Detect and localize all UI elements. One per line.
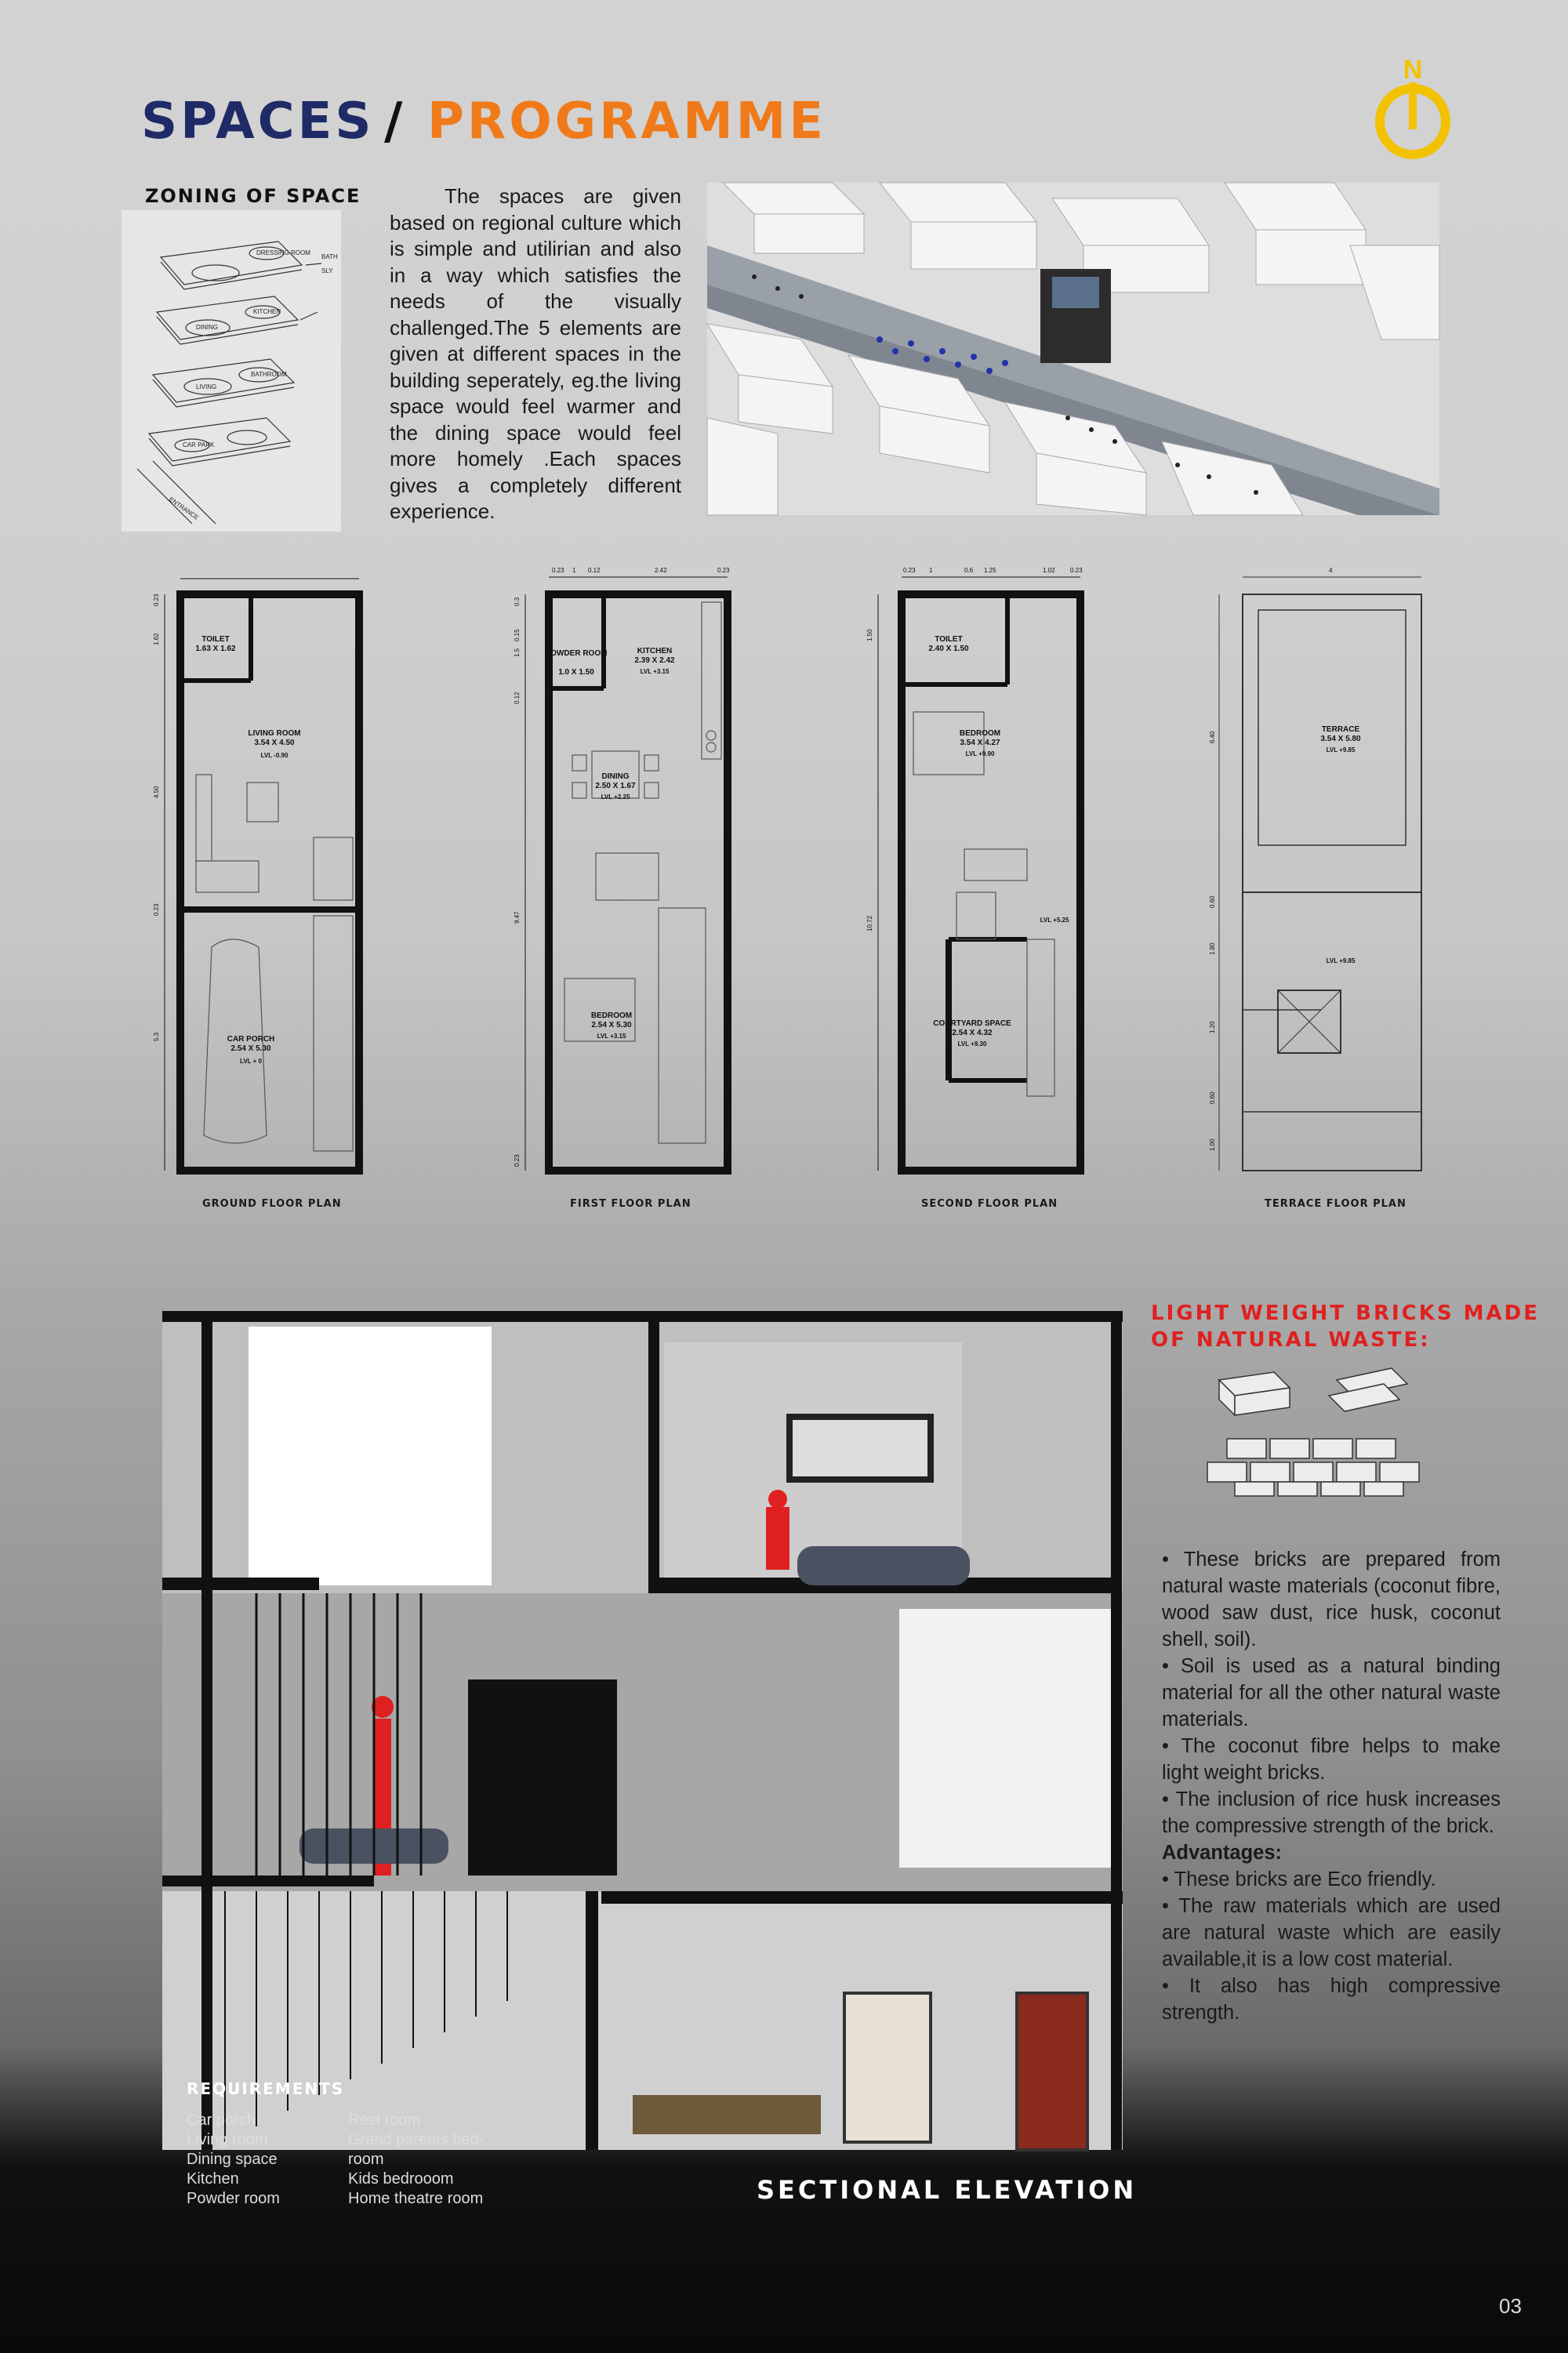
- sf-toilet-label: TOILET: [935, 635, 963, 644]
- svg-text:0.23: 0.23: [903, 567, 916, 574]
- zoning-sketch: [122, 210, 341, 532]
- sectional-elevation-drawing: [162, 1311, 1123, 2150]
- svg-text:DRESSING ROOM: DRESSING ROOM: [256, 249, 310, 256]
- north-arrow-icon: [1374, 47, 1452, 165]
- svg-text:6.40: 6.40: [1209, 731, 1216, 743]
- svg-text:1: 1: [572, 567, 576, 574]
- requirement-item: Dining space: [187, 2151, 278, 2168]
- svg-text:1.25: 1.25: [984, 567, 996, 574]
- svg-text:5.3: 5.3: [153, 1032, 160, 1041]
- terrace-floor-plan: [1211, 563, 1446, 1182]
- bricks-title: LIGHT WEIGHT BRICKS MADE OF NATURAL WASTE:: [1151, 1302, 1540, 1352]
- requirements-title: REQUIREMENTS: [187, 2079, 345, 2098]
- svg-text:1.5: 1.5: [514, 648, 521, 657]
- svg-text:LVL +9.30: LVL +9.30: [957, 1040, 987, 1048]
- svg-text:2.54 X 4.32: 2.54 X 4.32: [952, 1029, 993, 1037]
- isometric-street-view: [707, 183, 1439, 515]
- advantage-bullet: • The raw materials which are used are natural waste which are easily available,it is a low cost material.: [1162, 1895, 1501, 1970]
- ff-dining-label: DINING: [601, 772, 630, 781]
- svg-text:1.80: 1.80: [1209, 942, 1216, 955]
- requirement-item: Home theatre room: [348, 2190, 484, 2207]
- svg-text:LVL +9.90: LVL +9.90: [965, 750, 995, 757]
- svg-text:0.23: 0.23: [153, 594, 160, 606]
- svg-text:2.50 X 1.67: 2.50 X 1.67: [595, 782, 636, 790]
- svg-text:1: 1: [929, 567, 933, 574]
- svg-text:SLY: SLY: [321, 267, 333, 274]
- svg-text:LVL +9.85: LVL +9.85: [1326, 957, 1356, 964]
- svg-text:LVL -0.90: LVL -0.90: [260, 752, 289, 759]
- ff-bedroom-label: BEDROOM: [590, 1011, 633, 1020]
- svg-text:0.12: 0.12: [588, 567, 601, 574]
- svg-text:0.60: 0.60: [1209, 895, 1216, 908]
- title-programme: PROGRAMME: [427, 93, 827, 151]
- ground-floor-plan-label: GROUND FLOOR PLAN: [202, 1198, 342, 1210]
- svg-text:1.0 X 1.50: 1.0 X 1.50: [558, 668, 594, 677]
- requirements-list-1: [187, 2111, 336, 2209]
- svg-text:1.00: 1.00: [1209, 1138, 1216, 1151]
- bricks-bullet: • The inclusion of rice husk increases the compressive strength of the brick.: [1162, 1788, 1501, 1837]
- advantage-bullet: • It also has high compressive strength.: [1162, 1975, 1501, 2024]
- sectional-elevation-title: SECTIONAL ELEVATION: [757, 2175, 1138, 2205]
- svg-text:0.23: 0.23: [153, 903, 160, 916]
- title-spaces: SPACES: [141, 93, 375, 151]
- first-floor-plan: [510, 563, 745, 1182]
- requirement-item: Car porch: [187, 2112, 256, 2129]
- svg-text:1.20: 1.20: [1209, 1021, 1216, 1033]
- svg-text:1.50: 1.50: [866, 629, 873, 641]
- svg-text:0.3: 0.3: [514, 597, 521, 606]
- svg-text:DINING: DINING: [196, 324, 218, 331]
- svg-text:KITCHEN: KITCHEN: [253, 308, 281, 315]
- svg-text:1.02: 1.02: [1043, 567, 1055, 574]
- svg-text:9.47: 9.47: [514, 911, 521, 924]
- sf-bedroom-label: BEDROOM: [959, 729, 1001, 738]
- gf-toilet-label: TOILET: [201, 635, 230, 644]
- title-slash: /: [384, 93, 406, 151]
- svg-text:3.54 X 4.50: 3.54 X 4.50: [254, 739, 295, 747]
- bricks-bullet: • Soil is used as a natural binding material for all the other natural waste materials.: [1162, 1655, 1501, 1730]
- svg-text:LVL +9.85: LVL +9.85: [1326, 746, 1356, 753]
- second-floor-plan: [862, 563, 1098, 1182]
- bricks-description: [1162, 1546, 1501, 2026]
- requirement-item: Grand parents bed-room: [348, 2131, 485, 2168]
- svg-text:BATHROOM: BATHROOM: [251, 371, 287, 378]
- svg-text:1.63 X 1.62: 1.63 X 1.62: [195, 645, 236, 653]
- north-letter: N: [1403, 55, 1423, 85]
- sf-courtyard-label: COURTYARD SPACE: [933, 1019, 1011, 1028]
- svg-text:2.39 X 2.42: 2.39 X 2.42: [634, 656, 675, 665]
- svg-text:ENTRANCE: ENTRANCE: [167, 496, 201, 521]
- svg-text:LVL +2.25: LVL +2.25: [601, 793, 630, 801]
- svg-text:CAR PARK: CAR PARK: [183, 441, 215, 448]
- terrace-floor-plan-label: TERRACE FLOOR PLAN: [1265, 1198, 1406, 1210]
- svg-text:LVL +5.25: LVL +5.25: [1040, 917, 1069, 924]
- svg-text:4: 4: [1329, 567, 1333, 574]
- page-number: 03: [1499, 2294, 1522, 2318]
- bricks-bullet: • The coconut fibre helps to make light weight bricks.: [1162, 1735, 1501, 1784]
- gf-car-porch-label: CAR PORCH: [227, 1035, 275, 1044]
- ff-powder-room-label: POWDER ROOM: [545, 649, 608, 658]
- ff-kitchen-label: KITCHEN: [637, 647, 673, 655]
- svg-text:1.62: 1.62: [153, 633, 160, 645]
- svg-text:0.12: 0.12: [514, 692, 521, 704]
- svg-text:0.15: 0.15: [514, 629, 521, 641]
- svg-text:0.23: 0.23: [717, 567, 730, 574]
- terrace-label: TERRACE: [1321, 725, 1360, 734]
- svg-text:LVL + 0: LVL + 0: [240, 1058, 262, 1065]
- requirement-item: Rest room: [348, 2112, 421, 2129]
- intro-paragraph: The spaces are given based on regional culture which is simple and utilirian and also in a way which satisfies the needs of the visually challenged.The 5 elements are given at different spaces in the building seperately, eg.the living space would feel warmer and the dining space would feel more homely .Each spaces gives a completely different experience.: [390, 184, 681, 523]
- svg-text:LIVING: LIVING: [196, 383, 217, 390]
- zoning-title: ZONING OF SPACE: [145, 185, 361, 207]
- bricks-sketch: [1203, 1356, 1462, 1498]
- requirements-list-2: [348, 2111, 513, 2209]
- second-floor-plan-label: SECOND FLOOR PLAN: [921, 1198, 1058, 1210]
- requirement-item: Kitchen: [187, 2170, 239, 2188]
- svg-text:10.72: 10.72: [866, 915, 873, 931]
- svg-text:3.54 X 5.80: 3.54 X 5.80: [1320, 735, 1361, 743]
- svg-text:4.50: 4.50: [153, 786, 160, 798]
- advantages-heading: Advantages:: [1162, 1842, 1283, 1864]
- svg-text:2.54 X 5.30: 2.54 X 5.30: [230, 1044, 271, 1053]
- gf-living-label: LIVING ROOM: [248, 729, 301, 738]
- svg-text:0.6: 0.6: [964, 567, 974, 574]
- svg-text:0.23: 0.23: [514, 1154, 521, 1167]
- svg-text:LVL +3.15: LVL +3.15: [597, 1033, 626, 1040]
- svg-text:LVL +3.15: LVL +3.15: [640, 668, 670, 675]
- requirement-item: Powder room: [187, 2190, 280, 2207]
- requirement-item: Kids bedrooom: [348, 2170, 454, 2188]
- svg-text:2.54 X 5.30: 2.54 X 5.30: [591, 1021, 632, 1029]
- bricks-bullet: • These bricks are prepared from natural waste materials (coconut fibre, wood saw dust, rice husk, coconut shell, soil).: [1162, 1549, 1501, 1650]
- requirement-item: Living room: [187, 2131, 268, 2148]
- advantage-bullet: • These bricks are Eco friendly.: [1162, 1868, 1436, 1890]
- svg-text:BATH: BATH: [321, 253, 338, 260]
- svg-text:3.54 X 4.27: 3.54 X 4.27: [960, 739, 1000, 747]
- ground-floor-plan: [153, 571, 376, 1182]
- svg-text:2.42: 2.42: [655, 567, 667, 574]
- first-floor-plan-label: FIRST FLOOR PLAN: [570, 1198, 691, 1210]
- svg-text:0.23: 0.23: [552, 567, 564, 574]
- svg-text:0.23: 0.23: [1070, 567, 1083, 574]
- svg-text:0.60: 0.60: [1209, 1091, 1216, 1104]
- svg-text:2.40 X 1.50: 2.40 X 1.50: [928, 645, 969, 653]
